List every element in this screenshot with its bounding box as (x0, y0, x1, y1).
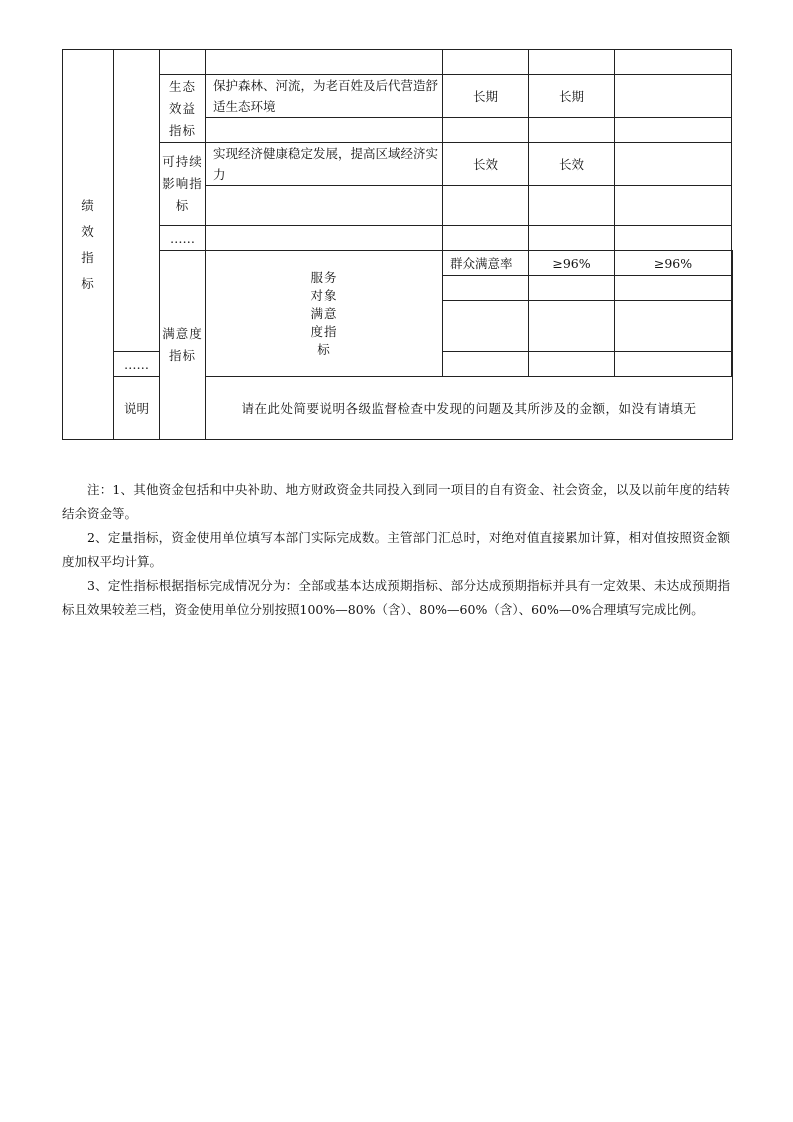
note-2: 2、定量指标，资金使用单位填写本部门实际完成数。主管部门汇总时，对绝对值直接累加计算，相对值按照资金额度加权平均计算。 (62, 530, 730, 569)
level1-indicator-cell (63, 50, 114, 440)
service-actual: ≥96% (615, 251, 732, 276)
remark-text: 请在此处简要说明各级监督检查中发现的问题及其所涉及的金额，如没有请填无 (206, 377, 733, 440)
actual-cell (529, 50, 615, 75)
ellipsis-cell: …… (114, 352, 160, 377)
satisfaction-indicator-cell (160, 251, 206, 440)
service-indicator-label: 服务 对象 满意 度指 标 (310, 269, 338, 357)
table-row (63, 143, 733, 186)
service-content: 群众满意率 (443, 251, 529, 276)
satisfaction-indicator-label: 满意度 指标 (162, 326, 203, 363)
extra-cell (732, 251, 733, 276)
table-row (63, 251, 733, 276)
table-row (63, 50, 733, 75)
extra-cell (615, 50, 732, 75)
content-cell (206, 50, 443, 75)
performance-indicator-table (62, 49, 733, 440)
ellipsis-cell: …… (160, 226, 206, 251)
sustain-content: 实现经济健康稳定发展，提高区域经济实力 (206, 143, 443, 186)
eco-actual: 长期 (529, 75, 615, 118)
notes-section (62, 478, 730, 622)
level1-indicator-label: 绩 效 指 标 (81, 197, 95, 291)
sustain-indicator-label: 可持续 影响指 标 (162, 154, 203, 213)
eco-indicator-label: 生态 效益 指标 (168, 78, 196, 138)
eco-indicator-cell (160, 75, 206, 143)
remark-label: 说明 (114, 377, 160, 440)
eco-content: 保护森林、河流，为老百姓及后代营造舒适生态环境 (206, 75, 443, 118)
table-row (63, 75, 733, 118)
note-1: 注：1、其他资金包括和中央补助、地方财政资金共同投入到同一项目的自有资金、社会资金，以及以前年度的结转结余资金等。 (62, 482, 730, 521)
level3-blank-cell (160, 50, 206, 75)
extra-cell (615, 143, 732, 186)
service-target: ≥96% (529, 251, 615, 276)
service-indicator-cell (206, 251, 443, 377)
sustain-actual: 长效 (529, 143, 615, 186)
sustain-target: 长效 (443, 143, 529, 186)
extra-cell (615, 75, 732, 118)
note-3: 3、定性指标根据指标完成情况分为：全部或基本达成预期指标、部分达成预期指标并具有一定效果、未达成预期指标且效果较差三档，资金使用单位分别按照100%—80%（含）、80%—60%（含）、60%—0%合理填写完成比例。 (62, 578, 730, 617)
table-row (63, 226, 733, 251)
sustain-indicator-cell (160, 143, 206, 226)
performance-table-section (62, 49, 733, 440)
target-cell (443, 50, 529, 75)
level2-blank-cell (114, 50, 160, 352)
eco-target: 长期 (443, 75, 529, 118)
